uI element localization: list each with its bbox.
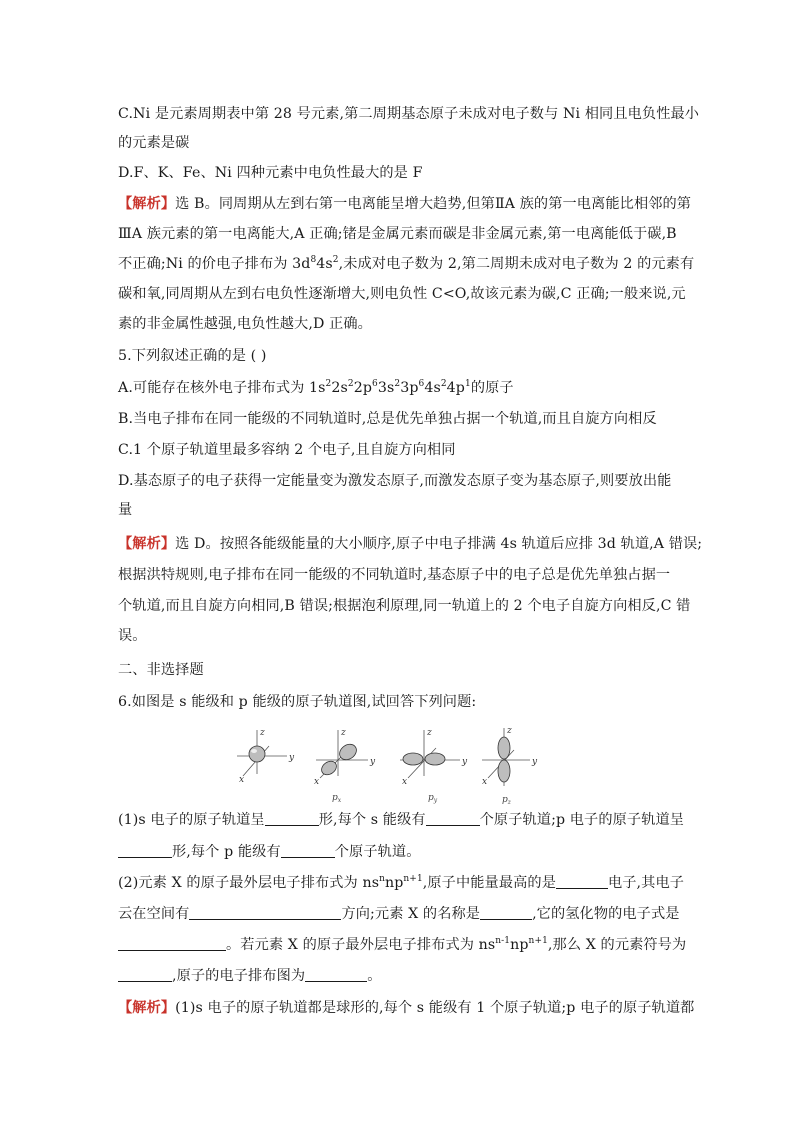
answer-blank[interactable] xyxy=(118,936,226,951)
axis-z-label: z xyxy=(341,728,346,738)
answer-blank[interactable] xyxy=(305,967,367,982)
pz-label: $p_z$ xyxy=(502,795,511,806)
q4-analysis-line3 xyxy=(118,254,694,274)
text-run: 3s xyxy=(377,380,395,396)
axis-z-label: z xyxy=(507,726,512,736)
text-run: 的原子 xyxy=(470,380,514,396)
q5-option-d-line2: 量 xyxy=(118,502,133,518)
px-orbital-figure xyxy=(308,724,388,810)
text-run: ,那么 X 的元素符号为 xyxy=(547,937,687,953)
text-run: 2s xyxy=(331,380,348,396)
q5-analysis-line4: 误。 xyxy=(118,628,147,644)
q4-analysis-line1 xyxy=(118,194,691,214)
answer-blank[interactable] xyxy=(118,967,172,982)
text-run: 2p xyxy=(353,380,373,396)
q4-option-c-line2: 的元素是碳 xyxy=(118,135,190,151)
text-run: 3p xyxy=(400,380,419,396)
axis-x-label: x xyxy=(402,777,408,787)
px-label: $p_x$ xyxy=(332,793,342,804)
text-run: ,它的氢化物的电子式是 xyxy=(532,906,680,922)
analysis-text: (1)s 电子的原子轨道都是球形的,每个 s 能级有 1 个原子轨道;p 电子的原子轨道都 xyxy=(175,1000,695,1016)
text-run: 4s xyxy=(424,380,441,396)
q4-option-d: D.F、K、Fe、Ni 四种元素中电负性最大的是 F xyxy=(118,165,423,181)
axis-y-label: y xyxy=(370,757,376,767)
text-run: 不正确;Ni 的价电子排布为 3d xyxy=(118,256,311,272)
answer-blank[interactable] xyxy=(281,843,335,858)
text-run: np xyxy=(510,937,529,953)
axis-x-label: x xyxy=(239,775,245,785)
analysis-tag: 【解析】 xyxy=(118,1000,176,1016)
pz-orbital-figure xyxy=(476,724,556,810)
analysis-tag: 【解析】 xyxy=(118,196,176,212)
text-run: 4p xyxy=(446,380,465,396)
text-run: 个原子轨道;p 电子的原子轨道呈 xyxy=(479,812,685,828)
superscript: n+1 xyxy=(403,874,423,884)
superscript: 2 xyxy=(347,379,354,389)
q5-analysis-line2: 根据洪特规则,电子排布在同一能级的不同轨道时,基态原子中的电子总是优先单独占据一 xyxy=(118,567,671,583)
text-run: np xyxy=(384,875,404,891)
text-run: 方向;元素 X 的名称是 xyxy=(341,906,481,922)
answer-blank[interactable] xyxy=(265,811,319,826)
q5-option-a xyxy=(118,378,514,398)
superscript: 8 xyxy=(310,255,317,265)
superscript: n+1 xyxy=(528,936,548,946)
q6-stem: 6.如图是 s 能级和 p 能级的原子轨道图,试回答下列问题: xyxy=(118,694,477,710)
q6-analysis-line1 xyxy=(118,998,694,1018)
q4-analysis-line5: 素的非金属性越强,电负性越大,D 正确。 xyxy=(118,316,372,332)
analysis-text: 选 B。同周期从左到右第一电离能呈增大趋势,但第ⅡA 族的第一电离能比相邻的第 xyxy=(175,196,692,212)
q4-analysis-line2: ⅢA 族元素的第一电离能大,A 正确;锗是金属元素而碳是非金属元素,第一电离能低于碳,B xyxy=(118,226,677,242)
superscript: 2 xyxy=(394,379,401,389)
text-run: 。若元素 X 的原子最外层电子排布式为 ns xyxy=(226,937,496,953)
axis-x-label: x xyxy=(314,777,320,787)
superscript: 1 xyxy=(464,379,471,389)
superscript: 2 xyxy=(325,379,332,389)
text-run: 。 xyxy=(367,968,382,984)
q5-option-d-line1: D.基态原子的电子获得一定能量变为激发态原子,而激发态原子变为基态原子,则要放出能 xyxy=(118,473,672,489)
axis-z-label: z xyxy=(260,728,265,738)
analysis-tag: 【解析】 xyxy=(118,536,176,552)
axis-y-label: y xyxy=(289,753,295,763)
text-run: 个原子轨道。 xyxy=(334,844,421,860)
py-label: $p_y$ xyxy=(428,793,438,804)
superscript: n xyxy=(379,874,385,884)
q6-part2-line1 xyxy=(118,873,684,893)
q4-analysis-line4: 碳和氧,同周期从左到右电负性逐渐增大,则电负性 C<O,故该元素为碳,C 正确;一般来说,元 xyxy=(118,286,686,302)
answer-blank[interactable] xyxy=(189,905,341,920)
text-run: (1)s 电子的原子轨道呈 xyxy=(118,812,265,828)
text-run: (2)元素 X 的原子最外层电子排布式为 ns xyxy=(118,875,380,891)
s-orbital-figure xyxy=(231,724,311,790)
q4-option-c-line1: C.Ni 是元素周期表中第 28 号元素,第二周期基态原子未成对电子数与 Ni 相同且电负性最小 xyxy=(118,106,700,122)
axis-z-label: z xyxy=(427,728,432,738)
text-run: A.可能存在核外电子排布式为 1s xyxy=(118,380,326,396)
superscript: 6 xyxy=(372,379,378,389)
superscript: 6 xyxy=(418,379,425,389)
q6-part2-line2 xyxy=(118,904,680,924)
axis-y-label: y xyxy=(462,757,468,767)
answer-blank[interactable] xyxy=(118,843,172,858)
answer-blank[interactable] xyxy=(556,874,608,889)
q6-part2-line4 xyxy=(118,966,382,986)
answer-blank[interactable] xyxy=(426,811,480,826)
axis-y-label: y xyxy=(532,757,538,767)
q6-part1-line2 xyxy=(118,842,420,862)
axis-x-label: x xyxy=(482,777,488,787)
text-run: 形,每个 s 能级有 xyxy=(318,812,426,828)
answer-blank[interactable] xyxy=(480,905,532,920)
superscript: 2 xyxy=(440,379,447,389)
text-run: ,原子中能量最高的是 xyxy=(422,875,556,891)
q5-option-b: B.当电子排布在同一能级的不同轨道时,总是优先单独占据一个轨道,而且自旋方向相反 xyxy=(118,411,657,427)
section-title: 二、非选择题 xyxy=(118,662,204,678)
q5-analysis-line1 xyxy=(118,534,702,554)
text-run: 形,每个 p 能级有 xyxy=(172,844,281,860)
py-orbital-figure xyxy=(396,724,476,810)
text-run: 云在空间有 xyxy=(118,906,190,922)
superscript: 2 xyxy=(332,255,339,265)
text-run: ,原子的电子排布图为 xyxy=(172,968,306,984)
text-run: 电子,其电子 xyxy=(607,875,685,891)
q5-analysis-line3: 个轨道,而且自旋方向相同,B 错误;根据泡利原理,同一轨道上的 2 个电子自旋方向相反,C 错 xyxy=(118,598,691,614)
q5-option-c: C.1 个原子轨道里最多容纳 2 个电子,且自旋方向相同 xyxy=(118,442,456,458)
text-run: 4s xyxy=(316,256,333,272)
q5-stem: 5.下列叙述正确的是 ( ) xyxy=(118,348,267,364)
text-run: ,未成对电子数为 2,第二周期未成对电子数为 2 的元素有 xyxy=(338,256,695,272)
q6-part1-line1 xyxy=(118,810,684,830)
superscript: n-1 xyxy=(495,936,511,946)
analysis-text: 选 D。按照各能级能量的大小顺序,原子中电子排满 4s 轨道后应排 3d 轨道,A 错误; xyxy=(175,536,703,552)
q6-part2-line3 xyxy=(118,935,686,955)
